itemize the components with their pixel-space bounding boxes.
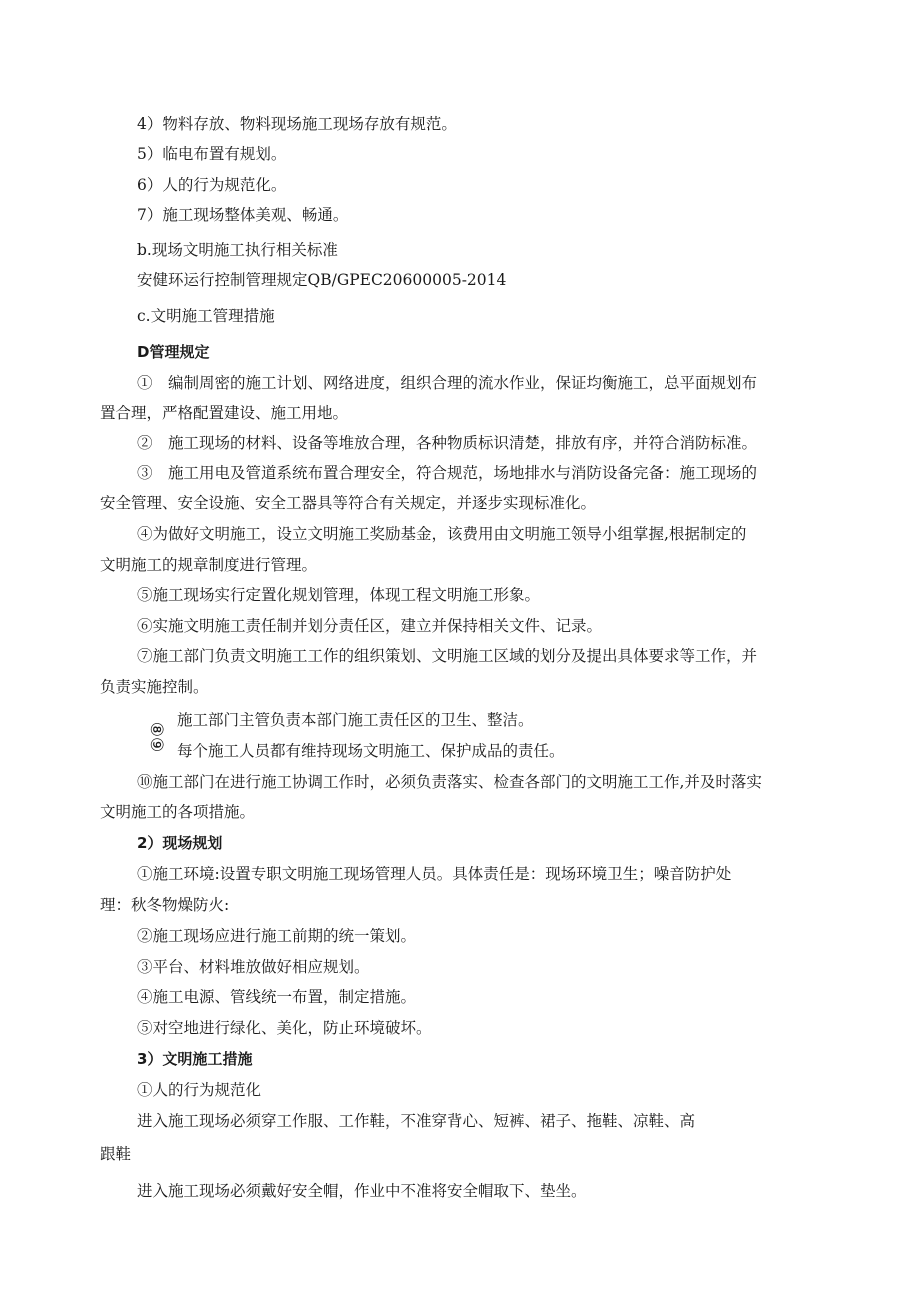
paragraph-line: ③ 施工用电及管道系统布置合理安全，符合规范，场地排水与消防设备完备：施工现场的 [137, 464, 758, 482]
section-c-heading: c.文明施工管理措施 [137, 307, 275, 325]
standard-reference: 安健环运行控制管理规定QB/GPEC20600005-2014 [137, 271, 507, 289]
paragraph-line: ⑤对空地进行绿化、美化，防止环境破坏。 [137, 1019, 432, 1037]
paragraph-line: 文明施工的规章制度进行管理。 [100, 556, 318, 574]
paragraph-line: 进入施工现场必须戴好安全帽，作业中不准将安全帽取下、垫坐。 [137, 1182, 587, 1200]
paragraph-line: ④为做好文明施工，设立文明施工奖励基金，该费用由文明施工领导小组掌握,根据制定的 [137, 525, 747, 543]
paragraph-line: ③平台、材料堆放做好相应规划。 [137, 958, 370, 976]
measures-heading: 3）文明施工措施 [137, 1050, 253, 1068]
paragraph-line: 置合理，严格配置建设、施工用地。 [100, 404, 349, 422]
section-b-heading: b.现场文明施工执行相关标准 [137, 241, 338, 259]
paragraph-line: ⑤施工现场实行定置化规划管理，体现工程文明施工形象。 [137, 586, 541, 604]
paragraph-line: ①人的行为规范化 [137, 1081, 262, 1099]
paragraph-line: 进入施工现场必须穿工作服、工作鞋，不准穿背心、短裤、裙子、拖鞋、凉鞋、高 [137, 1112, 696, 1130]
list-item: 4）物料存放、物料现场施工现场存放有规范。 [137, 115, 457, 133]
rotated-item-markers [145, 712, 167, 762]
paragraph-line: ①施工环境:设置专职文明施工现场管理人员。具体责任是：现场环境卫生；噪音防护处 [137, 865, 732, 883]
paragraph-line: 文明施工的各项措施。 [100, 803, 256, 821]
paragraph-line: ⑩施工部门在进行施工协调工作时，必须负责落实、检查各部门的文明施工工作,并及时落实 [137, 773, 762, 791]
paragraph-line: 安全管理、安全设施、安全工器具等符合有关规定，并逐步实现标准化。 [100, 494, 597, 512]
item-8-9-marker: ⑧⑨ [146, 721, 167, 753]
paragraph-line: ⑦施工部门负责文明施工工作的组织策划、文明施工区域的划分及提出具体要求等工作，并 [137, 647, 758, 665]
site-planning-heading: 2）现场规划 [137, 834, 223, 852]
paragraph-line: 施工部门主管负责本部门施工责任区的卫生、整洁。 [177, 711, 534, 729]
list-item: 5）临电布置有规划。 [137, 145, 287, 163]
paragraph-line: ① 编制周密的施工计划、网络进度，组织合理的流水作业，保证均衡施工，总平面规划布 [137, 374, 758, 392]
paragraph-line: ② 施工现场的材料、设备等堆放合理，各种物质标识清楚，排放有序，并符合消防标准。 [137, 434, 758, 452]
paragraph-line: ②施工现场应进行施工前期的统一策划。 [137, 927, 417, 945]
list-item: 7）施工现场整体美观、畅通。 [137, 206, 349, 224]
paragraph-line: 负责实施控制。 [100, 678, 209, 696]
paragraph-line: ④施工电源、管线统一布置，制定措施。 [137, 988, 417, 1006]
paragraph-line: 理：秋冬物燥防火: [100, 896, 230, 914]
list-item: 6）人的行为规范化。 [137, 176, 287, 194]
paragraph-line: ⑥实施文明施工责任制并划分责任区，建立并保持相关文件、记录。 [137, 617, 603, 635]
paragraph-line: 每个施工人员都有维持现场文明施工、保护成品的责任。 [177, 742, 565, 760]
management-heading: D管理规定 [137, 343, 210, 361]
paragraph-line: 跟鞋 [100, 1145, 132, 1163]
